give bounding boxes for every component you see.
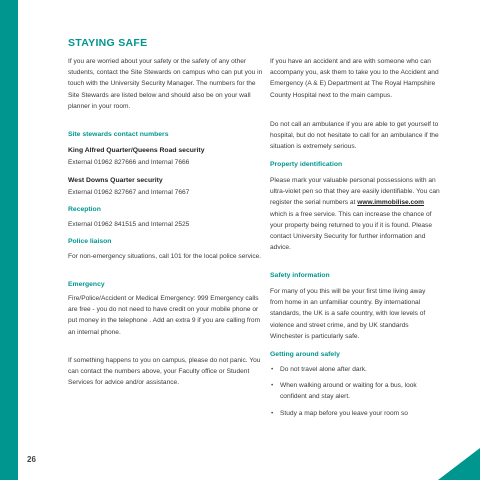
list-item: • When walking around or waiting for a bus, look confident and stay alert. (270, 380, 440, 402)
property-text-start: Please mark your valuable personal possessions with an ultra-violet pen so that they are easily identifiable. You can register the serial numbers at (270, 177, 440, 207)
property-text-end: which is a free service. This can increase the chance of your property being returned to you if it is found. Please contact University Security for further information and advice. (270, 210, 433, 252)
campus-paragraph: If something happens to you on campus, please do not panic. You can contact the numbers above, your Faculty office or Student Services for advice and/or assistance. (68, 357, 261, 387)
site2-numbers: External 01962 827667 and Internal 7667 (68, 189, 190, 196)
property-heading: Property identification (270, 161, 343, 168)
reception-numbers: External 01962 841515 and Internal 2525 (68, 221, 190, 228)
list-item: • Do not travel alone after dark. (270, 364, 440, 375)
corner-accent (438, 448, 480, 480)
ambulance-paragraph: Do not call an ambulance if you are able to get yourself to hospital, but do not hesitate to call for an ambulance if the situation is extremely serious. (270, 121, 439, 151)
list-item: • Study a map before you leave your room so (270, 408, 440, 419)
police-heading: Police liaison (68, 238, 112, 245)
page-title: STAYING SAFE (68, 37, 148, 49)
safety-paragraph: For many of you this will be your first time living away from home in an unfamiliar country. By international standards, the UK is a safe country, with low levels of violence and street crime, and by UK standards Winchester is particularly safe. (270, 288, 426, 340)
reception-heading: Reception (68, 206, 101, 213)
getting-around-heading: Getting around safely (270, 351, 340, 358)
page-number: 26 (27, 455, 36, 464)
intro-paragraph: If you are worried about your safety or the safety of any other students, contact the Site Stewards on campus who can put you in touch with the University Security Manager. The numbers for the Site Stewards are listed below and should also be on your wall planner in your room. (68, 58, 263, 110)
safety-tips-list (270, 364, 440, 419)
police-text: For non-emergency situations, call 101 for the local police service. (68, 253, 262, 260)
emergency-text: Fire/Police/Accident or Medical Emergency: 999 Emergency calls are free - you do not need to have credit on your mobile phone or put money in the telephone . Add an extra 9 if you are calling from an internal phone. (68, 295, 261, 336)
stewards-heading: Site stewards contact numbers (68, 131, 169, 138)
site1-name: King Alfred Quarter/Queens Road security (68, 147, 205, 154)
site1-numbers: External 01962 827666 and Internal 7666 (68, 159, 190, 166)
accident-paragraph: If you have an accident and are with someone who can accompany you, ask them to take you to the Accident and Emergency (A & E) Department at The Royal Hampshire County Hospital next to the main campus. (270, 58, 439, 99)
safety-heading: Safety information (270, 272, 330, 279)
immobilise-link[interactable]: www.immobilise.com (357, 199, 425, 207)
property-paragraph (270, 175, 440, 253)
emergency-heading: Emergency (68, 281, 105, 288)
left-accent-bar (0, 0, 18, 480)
site2-name: West Downs Quarter security (68, 177, 163, 184)
